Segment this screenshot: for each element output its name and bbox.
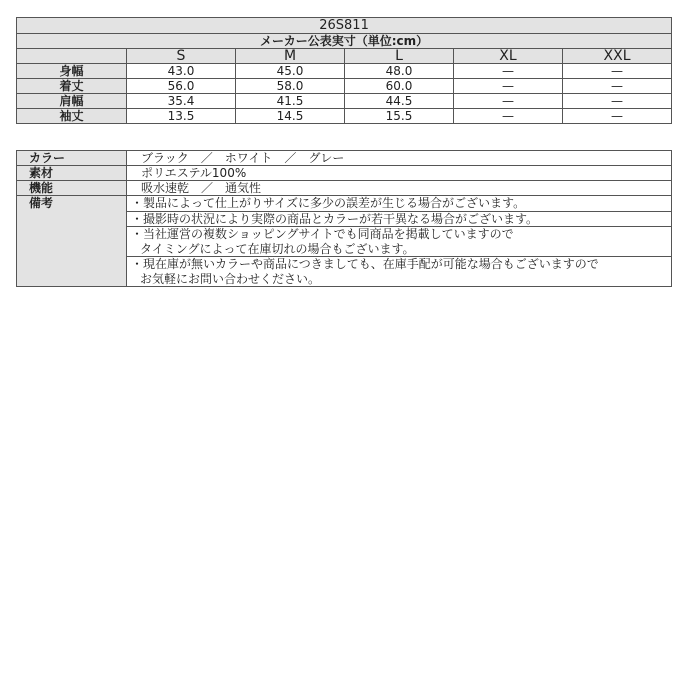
note-item: [127, 257, 671, 286]
row-header-sleeve-length: 袖丈: [17, 109, 127, 124]
note-text-continued: タイミングによって在庫切れの場合もございます。: [140, 241, 415, 256]
note-text: ・現在庫が無いカラーや商品につきましても、在庫手配が可能な場合もございますので: [131, 257, 599, 271]
table-cell: 44.5: [345, 94, 454, 109]
notes-label: 備考: [17, 196, 127, 287]
table-row: [17, 94, 672, 109]
table-cell: 45.0: [236, 64, 345, 79]
column-header-s: S: [127, 49, 236, 64]
note-item: [127, 196, 671, 212]
material-value: ポリエステル100%: [127, 166, 672, 181]
note-text-continued: お気軽にお問い合わせください。: [140, 271, 321, 286]
spec-table: [16, 150, 672, 287]
table-cell: 56.0: [127, 79, 236, 94]
table-cell: —: [454, 64, 563, 79]
row-header-length: 着丈: [17, 79, 127, 94]
table-cell: 48.0: [345, 64, 454, 79]
table-cell: —: [563, 94, 672, 109]
note-item: [127, 227, 671, 257]
spec-row-function: [17, 181, 672, 196]
color-label: カラー: [17, 151, 127, 166]
spec-row-material: [17, 166, 672, 181]
note-text: ・当社運営の複数ショッピングサイトでも同商品を掲載していますので: [131, 227, 514, 241]
table-cell: 14.5: [236, 109, 345, 124]
table-cell: —: [454, 94, 563, 109]
table-cell: 15.5: [345, 109, 454, 124]
corner-cell: [17, 49, 127, 64]
table-cell: 41.5: [236, 94, 345, 109]
table-cell: 58.0: [236, 79, 345, 94]
column-header-xl: XL: [454, 49, 563, 64]
table-cell: —: [563, 79, 672, 94]
table-cell: —: [454, 79, 563, 94]
table-cell: 13.5: [127, 109, 236, 124]
function-value: 吸水速乾 ／ 通気性: [127, 181, 672, 196]
note-item: [127, 212, 671, 228]
table-row: [17, 64, 672, 79]
table-cell: 35.4: [127, 94, 236, 109]
column-header-xxl: XXL: [563, 49, 672, 64]
size-table-subtitle: メーカー公表実寸（単位:cm）: [17, 34, 672, 49]
column-header-m: M: [236, 49, 345, 64]
table-cell: —: [563, 109, 672, 124]
spec-row-notes: [17, 196, 672, 287]
material-label: 素材: [17, 166, 127, 181]
row-header-shoulder-width: 肩幅: [17, 94, 127, 109]
color-value: ブラック ／ ホワイト ／ グレー: [127, 151, 672, 166]
table-cell: —: [454, 109, 563, 124]
size-table: [16, 17, 672, 124]
notes-cell: [127, 196, 672, 287]
row-header-body-width: 身幅: [17, 64, 127, 79]
table-cell: —: [563, 64, 672, 79]
function-label: 機能: [17, 181, 127, 196]
note-text: ・撮影時の状況により実際の商品とカラーが若干異なる場合がございます。: [131, 211, 539, 226]
spec-row-color: [17, 151, 672, 166]
note-text: ・製品によって仕上がりサイズに多少の誤差が生じる場合がございます。: [131, 196, 526, 210]
table-row: [17, 109, 672, 124]
model-number: 26S811: [17, 18, 672, 34]
table-row: [17, 79, 672, 94]
table-cell: 60.0: [345, 79, 454, 94]
column-header-l: L: [345, 49, 454, 64]
table-cell: 43.0: [127, 64, 236, 79]
